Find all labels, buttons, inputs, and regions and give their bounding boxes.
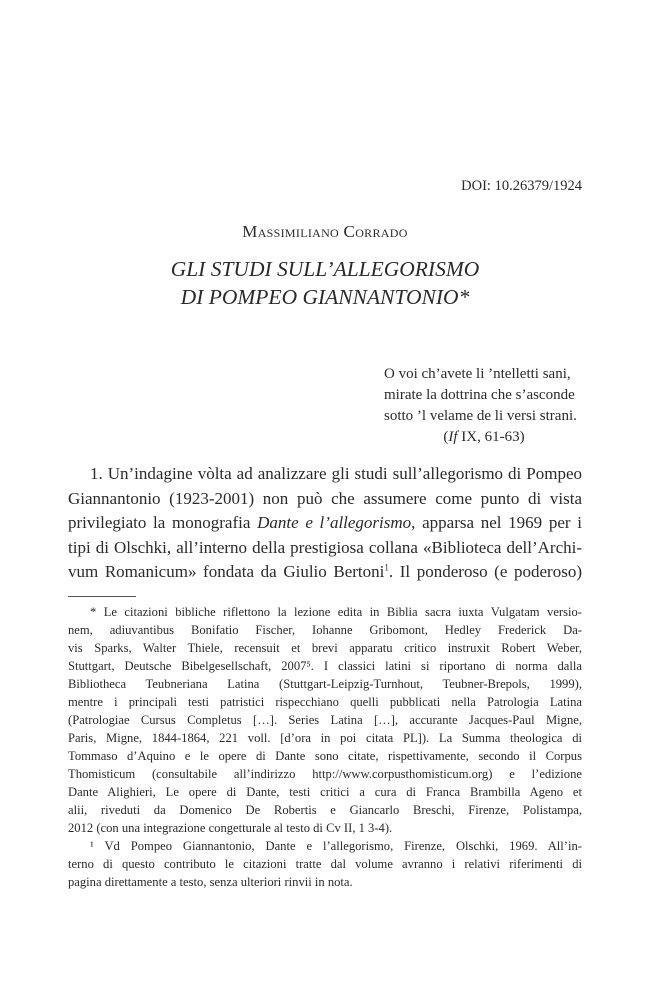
footnote-line: 2012 (con una integrazione congetturale al testo di Cv II, 1 3-4).: [68, 821, 393, 835]
footnote-line: pagina direttamente a testo, senza ulteriori rinvii in nota.: [68, 875, 353, 889]
footnote-line: Paris, Migne, 1844-1864, 221 voll. [d’ora in poi citata PL]). La Summa theologica di: [68, 731, 582, 745]
body-line: vum Romanicum» fondata da Giulio Bertoni$^1$. Il ponderoso (e poderoso): [68, 562, 582, 581]
epigraph-reference: (If IX, 61-63): [443, 429, 525, 445]
author-name: Massimiliano Corrado: [242, 222, 408, 241]
epigraph-line: sotto ’l velame de li versi strani.: [384, 408, 577, 424]
footnote-line: nem, adiuvantibus Bonifatio Fischer, Iohanne Gribomont, Hedley Frederick Da-: [68, 623, 582, 637]
footnote-line: (Patrologiae Cursus Completus […]. Series Latina […], accurante Jacques-Paul Migne,: [68, 713, 582, 727]
footnote-line: terno di questo contributo le citazioni tratte dal volume avranno i relativi riferimenti di: [68, 857, 582, 871]
epigraph-line: mirate la dottrina che s’asconde: [384, 387, 575, 403]
body-line: privilegiato la monografia Dante e l’allegorismo, apparsa nel 1969 per i: [68, 513, 582, 532]
footnote-divider: [68, 596, 136, 597]
title-line-2: DI POMPEO GIANNANTONIO*: [180, 285, 470, 309]
body-line: 1. Un’indagine vòlta ad analizzare gli studi sull’allegorismo di Pompeo: [90, 464, 582, 483]
footnote-line: mentre i principali testi patristici rispecchiano quelli pubblicati nella Patrologia Latina: [68, 695, 582, 709]
body-paragraph: [68, 462, 582, 585]
footnote-line: ¹ Vd Pompeo Giannantonio, Dante e l’allegorismo, Firenze, Olschki, 1969. All’in-: [90, 839, 582, 853]
epigraph: [384, 364, 584, 448]
article-title: [0, 255, 650, 311]
body-line: Giannantonio (1923-2001) non può che assumere come punto di vista: [68, 488, 582, 508]
footnote-ref: 1: [384, 562, 389, 573]
epigraph-work: If: [448, 429, 458, 445]
footnotes: [68, 603, 582, 891]
footnote-line: Dante Alighieri, Le opere di Dante, testi critici a cura di Franca Brambilla Ageno et: [68, 785, 582, 799]
body-line: tipi di Olschki, all’interno della prestigiosa collana «Biblioteca dell’Archi-: [68, 537, 582, 557]
footnote-line: vis Sparks, Walter Thiele, recensuit et brevi apparatu critico instruxit Robert Weber,: [68, 641, 582, 655]
footnote-line: Tommaso d’Aquino e le opere di Dante sono citate, rispettivamente, secondo il Corpus: [68, 749, 582, 763]
footnote-line: alii, riveduti da Domenico De Robertis e Giancarlo Breschi, Firenze, Polistampa,: [68, 803, 582, 817]
doi-label: DOI: 10.26379/1924: [461, 178, 582, 194]
footnote-line: Stuttgart, Deutsche Bibelgesellschaft, 2007⁵. I classici latini si riportano di norma dalla: [68, 659, 582, 673]
footnote-line: Bibliotheca Teubneriana Latina (Stuttgart-Leipzig-Turnhout, Teubner-Brepols, 1999),: [68, 677, 582, 691]
epigraph-line: O voi ch’avete li ’ntelletti sani,: [384, 366, 571, 382]
footnote-line: * Le citazioni bibliche riflettono la lezione edita in Biblia sacra iuxta Vulgatam versio-: [90, 605, 582, 619]
footnote-line: Thomisticum (consultabile all’indirizzo http://www.corpusthomisticum.org) e l’edizione: [68, 767, 582, 781]
title-line-1: GLI STUDI SULL’ALLEGORISMO: [170, 257, 480, 281]
